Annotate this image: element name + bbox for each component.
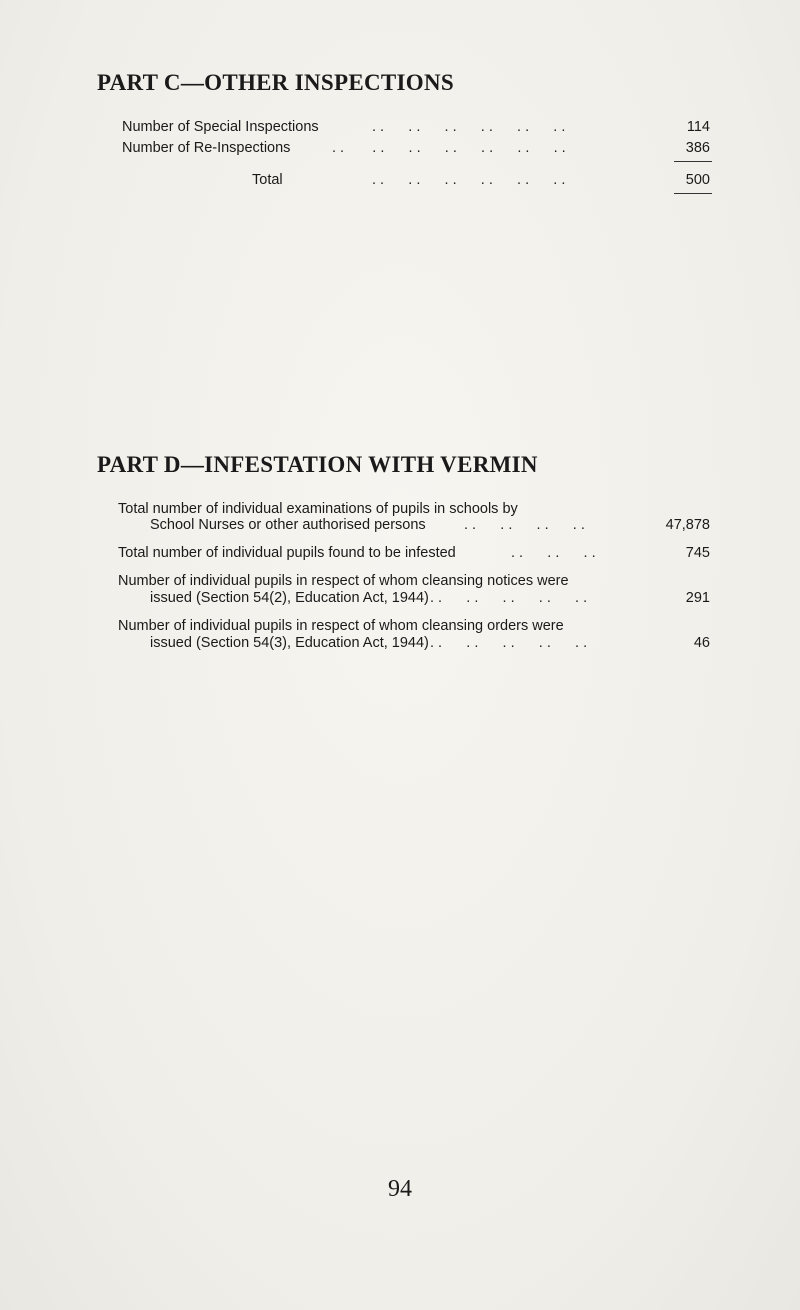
item-value: 46 bbox=[693, 635, 710, 651]
leader-dots: . . . . . . . . . . bbox=[430, 635, 588, 651]
part-c-heading: PART C—OTHER INSPECTIONS bbox=[97, 70, 454, 95]
part-d-heading: PART D—INFESTATION WITH VERMIN bbox=[97, 452, 538, 477]
row-label: Number of Re-Inspections bbox=[122, 140, 291, 156]
item-line-1: Number of individual pupils in respect of whom cleansing notices were bbox=[118, 573, 569, 589]
row-value: 114 bbox=[686, 119, 710, 135]
item-value: 291 bbox=[685, 590, 710, 606]
total-rule-bottom bbox=[674, 193, 712, 194]
page-number: 94 bbox=[388, 1176, 412, 1202]
total-value: 500 bbox=[685, 172, 710, 188]
row-value: 386 bbox=[685, 140, 710, 156]
leader-dots: . . . . . . . . . . . . bbox=[372, 119, 566, 135]
leader-dots: . . . . . . . . . . bbox=[430, 590, 588, 606]
item-line-1: Total number of individual pupils found to be infested bbox=[118, 545, 456, 561]
item-value: 745 bbox=[685, 545, 710, 561]
item-line-2: School Nurses or other authorised persons bbox=[150, 517, 426, 533]
total-label: Total bbox=[252, 172, 283, 188]
total-rule-top bbox=[674, 161, 712, 162]
item-value: 47,878 bbox=[665, 517, 710, 533]
item-line-2: issued (Section 54(3), Education Act, 1944) bbox=[150, 635, 429, 651]
item-line-1: Number of individual pupils in respect of whom cleansing orders were bbox=[118, 618, 564, 634]
leader-dots: . . . . . . . . bbox=[464, 517, 585, 533]
item-line-2: issued (Section 54(2), Education Act, 1944) bbox=[150, 590, 429, 606]
leader-dots: . . . . . . . . . . . . bbox=[372, 172, 566, 188]
leader-dots: . . . . . . bbox=[511, 545, 596, 561]
row-label: Number of Special Inspections bbox=[122, 119, 319, 135]
item-line-1: Total number of individual examinations of pupils in schools by bbox=[118, 501, 518, 517]
leader-dots: . . . . . . . . . . . . . . bbox=[332, 140, 566, 156]
